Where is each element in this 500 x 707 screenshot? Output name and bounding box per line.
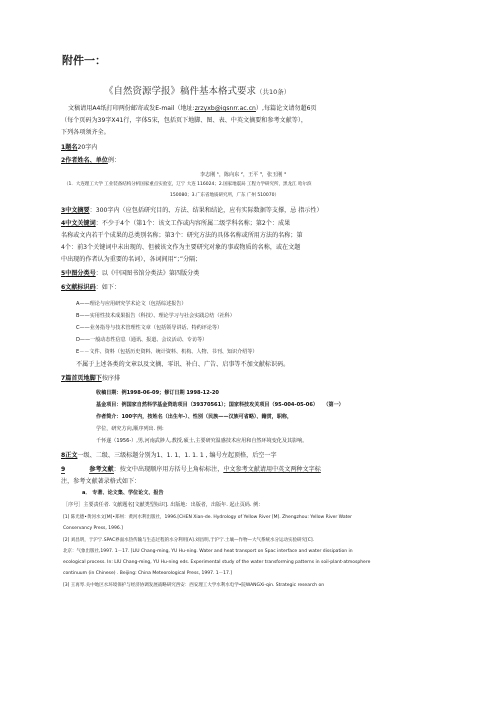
- reference-3: [3] 王再琴.关中地区水环境保护与经济协调发展战略研究西安：西安理工大学水利水电学•院WANGXi-qin. Strategic research on: [63, 583, 325, 588]
- author-example: 千怀遂（1956-）,男,河南武陟人,教授,硕士,主要研究温感技术应用和自然环境变化及其影响。: [96, 438, 308, 444]
- intro-line-2: （每个页码为39字X41行，字体5宋，包括页下地脚、图、表、中英文摘要和参考文献等），: [61, 117, 307, 124]
- item-6-doc-code: 6文献标识码：如下：: [61, 284, 121, 291]
- item-5-classification: 5中图分类号：以《中国图书馆分类法》第四版分类: [61, 270, 200, 277]
- ref-format: ［序号］主要责任者. 文献题名[文献类型标识]. 出版地：出版者，出版年. 起止页码. 例：: [63, 502, 264, 508]
- ref-sub-heading: a． 专著、论文集、学位论文、报告: [82, 490, 164, 496]
- item-4-line-2: 名称或文内若干个成果的总类别名称；第3个：研究方法的具体名称或所用方法的名称；第: [61, 232, 303, 239]
- bilingual-note: 中文参考文献请用中英文两种文字标: [223, 466, 321, 473]
- intro-line-3: 下列各项须齐全。: [61, 129, 110, 136]
- item-4-line-4: 中出现的作者认为重要的名词），各词间用“；”分隔；: [61, 256, 202, 263]
- item-7-footer: 7篇首页地脚下按序排: [61, 375, 121, 382]
- title-main: 《自然资源学报》稿件基本格式要求: [104, 86, 257, 97]
- document-title: [104, 83, 290, 97]
- reference-2-cont-2: ecological process. In: LIU Chang-ming, YU Hu-ning eds. Experimental study of the water transforming patterns in soil-plant-atmosphere: [63, 560, 371, 565]
- item-4-line-3: 4个：前3个关键词中未出现的、但被该文作为主要研究对象的事或物质的名称，或在文题: [61, 244, 301, 251]
- author-affiliation-1: （1．大连理工大学 工业装备结构分析国家重点实验室，辽宁 大连 116024；2.国家地震局 工程力学研究所，黑龙江 哈尔滨: [64, 182, 312, 187]
- received-date: 收稿日期：例1998-06-09；修订日期 1998-12-20: [96, 390, 219, 396]
- item-8-body: 8正文一级、二级、三级标题分别为1、1. 1、1. 1. 1 , 编号左起顶格，后空一字: [61, 452, 277, 459]
- author-intro-2: 学位，研究方向,顺序列出. 例:: [96, 426, 164, 432]
- reference-2-cont-1: 北京：气象出版社,1997. 1－17. [LIU Chang-ming, YU Hu-ning. Water and heat transport on Spac interface and water dissipation in: [63, 549, 353, 554]
- reference-2-cont-3: continuum (in Chinese) . Beijing: China Meteorological Press, 1997. 1－17.]: [63, 571, 233, 576]
- reference-1: [1] 陈光德•黄河水文[M]•郑州：黄河水利出版社，1996.[CHEN Xian-de. Hydrology of Yellow River [M]. Zhengzhou: Yellow River Water: [63, 515, 352, 520]
- codes-note: 不属于上述各类的文章以及文摘、零讯、补白、广告、启事等不加文献标识码。: [76, 361, 290, 368]
- code-b: B——实用性技术成果报告（科技）、理论学习与社会实践总结（社科）: [76, 313, 235, 319]
- code-d: D——一般动态性信息（通讯、报道、会议活动、专访等）: [76, 337, 208, 343]
- item-2-authors: 2作者姓名、单位例：: [61, 157, 121, 164]
- email-link[interactable]: zrzyxb@igsnrr.ac.cn: [194, 105, 256, 112]
- reference-2: [2] 刘昌明，于沪宁.SPAC界面水热传输与生态过程的水分利用[A].刘昌明,于沪宁.土壤—作物—大气系统水分运动实验研究[C].: [63, 538, 315, 543]
- item-9-references: 9 参考文献：按文中出现顺序用方括号上角标标注，中文参考文献请用中英文两种文字标: [61, 466, 321, 473]
- item-3-abstract: 3中文摘要：300字内（应包括研究目的、方法、结果和结论，应有实际数据等支撑，忌 指示性）: [61, 207, 323, 214]
- author-intro: 作者简介：100字内，按姓名（出生年-）、性别（民族——汉族可省略）、籍贯，职称，: [96, 414, 293, 420]
- author-affiliation-2: 150080；3.广东省地质研究所，广东 广州 510070）: [170, 193, 280, 198]
- item-1-title: 1题名20字内: [61, 144, 98, 151]
- code-a: A——理论与应用研究学术论文（包括综述报告）: [76, 301, 187, 307]
- code-e: E－－文件、资料（包括历史资料、统计资料、机构、人物、书刊、知识介绍等）: [76, 349, 258, 355]
- intro-line-1: 文稿请用A4纸打印两份邮寄或发E-mail（地址:zrzyxb@igsnrr.ac.cn）,每篇论文请勿超6页: [68, 105, 317, 112]
- item-9-line-2: 注，参考文献著录格式如下：: [61, 478, 141, 485]
- author-names: 李志刚 ¹，陈向东 ²，王平 ³，张玉刚 ⁴: [200, 172, 286, 178]
- reference-1-cont: Conservancy Press, 1996.]: [63, 526, 123, 531]
- fund-project: 基金项目：例国家自然科学基金资助项目（39370561）；国家科技攻关项目（95-004-05-06） （第一）: [96, 402, 344, 408]
- code-c: C——业务指导与技术管理性文章（包括领导讲话、特约评论等）: [76, 325, 223, 331]
- title-sub: （共10条）: [256, 88, 291, 96]
- attachment-label: 附件一：: [62, 54, 106, 67]
- item-4-keywords: 4中文关键词：不少于4个（第1个：该文工作或内容所属二级学科名称；第2个：成果: [61, 220, 291, 227]
